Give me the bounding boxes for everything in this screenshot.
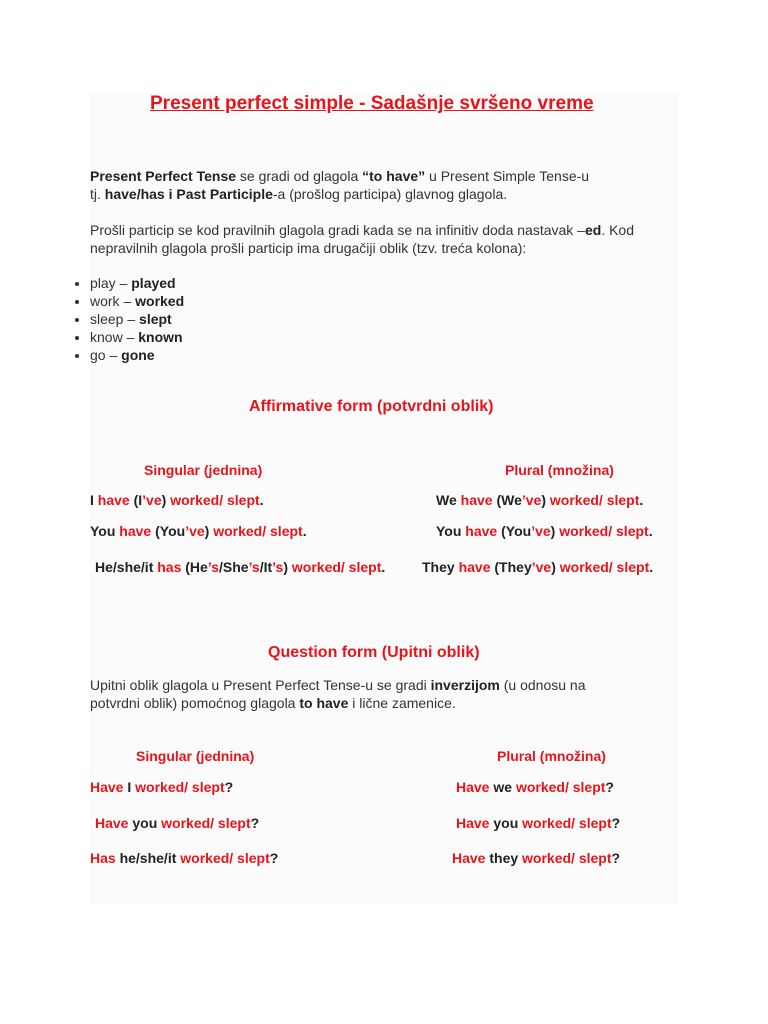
intro-paragraph [90,167,589,203]
question-singular-row-3: Has he/she/it worked/ slept? [90,850,279,866]
intro-line-1: Present Perfect Tense se gradi od glagola “to have” u Present Simple Tense-u [90,168,590,184]
affirmative-plural-row-1: We have (We’ve) worked/ slept. [436,492,644,508]
question-plural-label: Plural (množina) [497,748,606,764]
list-item: • go – gone [90,346,184,364]
affirmative-singular-label: Singular (jednina) [144,462,263,478]
participle-line-2: nepravilnih glagola prošli particip ima drugačiji oblik (tzv. treća kolona): [90,240,527,256]
participle-line-1: Prošli particip se kod pravilnih glagola gradi kada se na infinitiv doda nastavak –ed. Kod [90,222,635,238]
list-item: • know – known [90,328,184,346]
page-title: Present perfect simple - Sadašnje svršeno vreme [150,93,594,114]
question-plural-row-3: Have they worked/ slept? [452,850,621,866]
affirmative-singular-row-2: You have (You’ve) worked/ slept. [90,523,307,539]
affirmative-singular-row-3: He/she/it has (He’s/She’s/It’s) worked/ slept. [95,559,386,575]
question-line-1: Upitni oblik glagola u Present Perfect Tense-u se gradi inverzijom (u odnosu na [90,677,586,693]
list-item: • play – played [90,274,184,292]
question-plural-row-2: Have you worked/ slept? [456,815,621,831]
verb-list [60,274,184,364]
affirmative-plural-row-2: You have (You’ve) worked/ slept. [436,523,653,539]
question-singular-row-1: Have I worked/ slept? [90,779,234,795]
question-plural-row-1: Have we worked/ slept? [456,779,614,795]
question-line-2: potvrdni oblik) pomoćnog glagola to have i lične zamenice. [90,695,456,711]
affirmative-singular-row-1: I have (I’ve) worked/ slept. [90,492,264,508]
question-heading: Question form (Upitni oblik) [268,644,480,661]
affirmative-plural-label: Plural (množina) [505,462,614,478]
intro-line-2: tj. have/has i Past Participle-a (prošlog participa) glavnog glagola. [90,186,508,202]
affirmative-plural-row-3: They have (They’ve) worked/ slept. [422,559,654,575]
question-singular-label: Singular (jednina) [136,748,255,764]
question-paragraph [90,676,585,712]
question-singular-row-2: Have you worked/ slept? [95,815,260,831]
list-item: • work – worked [90,292,184,310]
list-item: • sleep – slept [90,310,184,328]
participle-paragraph [90,221,634,257]
affirmative-heading: Affirmative form (potvrdni oblik) [249,398,494,415]
